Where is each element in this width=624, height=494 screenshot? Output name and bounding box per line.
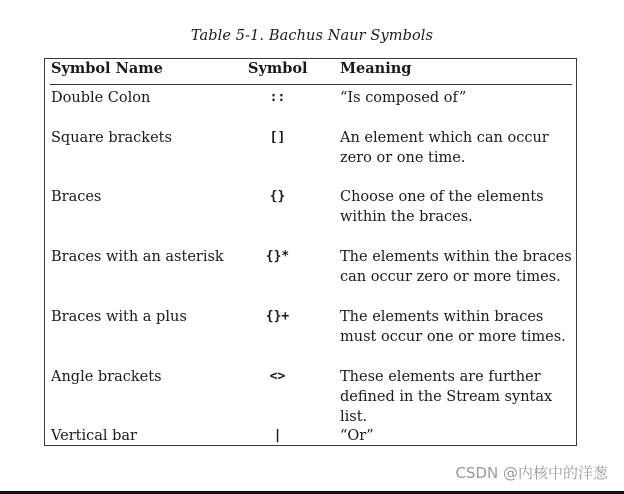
meaning-cell: These elements are further defined in the Stream syntax list. — [340, 369, 553, 425]
symbol-cell: :: — [269, 90, 286, 105]
symbol-name-cell: Square brackets — [51, 130, 172, 146]
symbol-cell: {}+ — [265, 309, 290, 324]
symbol-cell: <> — [269, 369, 286, 384]
header-symbol: Symbol — [248, 60, 308, 77]
symbol-cell: [] — [269, 130, 286, 145]
symbol-cell: | — [273, 428, 282, 443]
meaning-cell: “Or” — [340, 428, 374, 444]
meaning-cell: The elements within the braces can occur zero or more times. — [340, 249, 572, 285]
header-meaning: Meaning — [340, 60, 412, 77]
symbol-name-cell: Braces with an asterisk — [51, 249, 224, 265]
symbol-name-cell: Vertical bar — [51, 428, 137, 444]
meaning-cell: Choose one of the elements within the braces. — [340, 189, 544, 225]
symbol-name-cell: Braces — [51, 189, 102, 205]
watermark: CSDN @内核中的洋葱 — [455, 464, 608, 482]
symbol-cell: {} — [269, 189, 286, 204]
meaning-cell: The elements within braces must occur one or more times. — [340, 309, 566, 345]
symbol-name-cell: Braces with a plus — [51, 309, 187, 325]
symbol-name-cell: Double Colon — [51, 90, 151, 106]
meaning-cell: “Is composed of” — [340, 90, 467, 106]
symbol-cell: {}* — [265, 249, 290, 264]
table-caption: Table 5-1. Bachus Naur Symbols — [190, 28, 434, 44]
symbol-name-cell: Angle brackets — [51, 369, 162, 385]
header-rule — [50, 84, 572, 85]
meaning-cell: An element which can occur zero or one time. — [340, 130, 549, 166]
header-symbol-name: Symbol Name — [51, 60, 163, 77]
